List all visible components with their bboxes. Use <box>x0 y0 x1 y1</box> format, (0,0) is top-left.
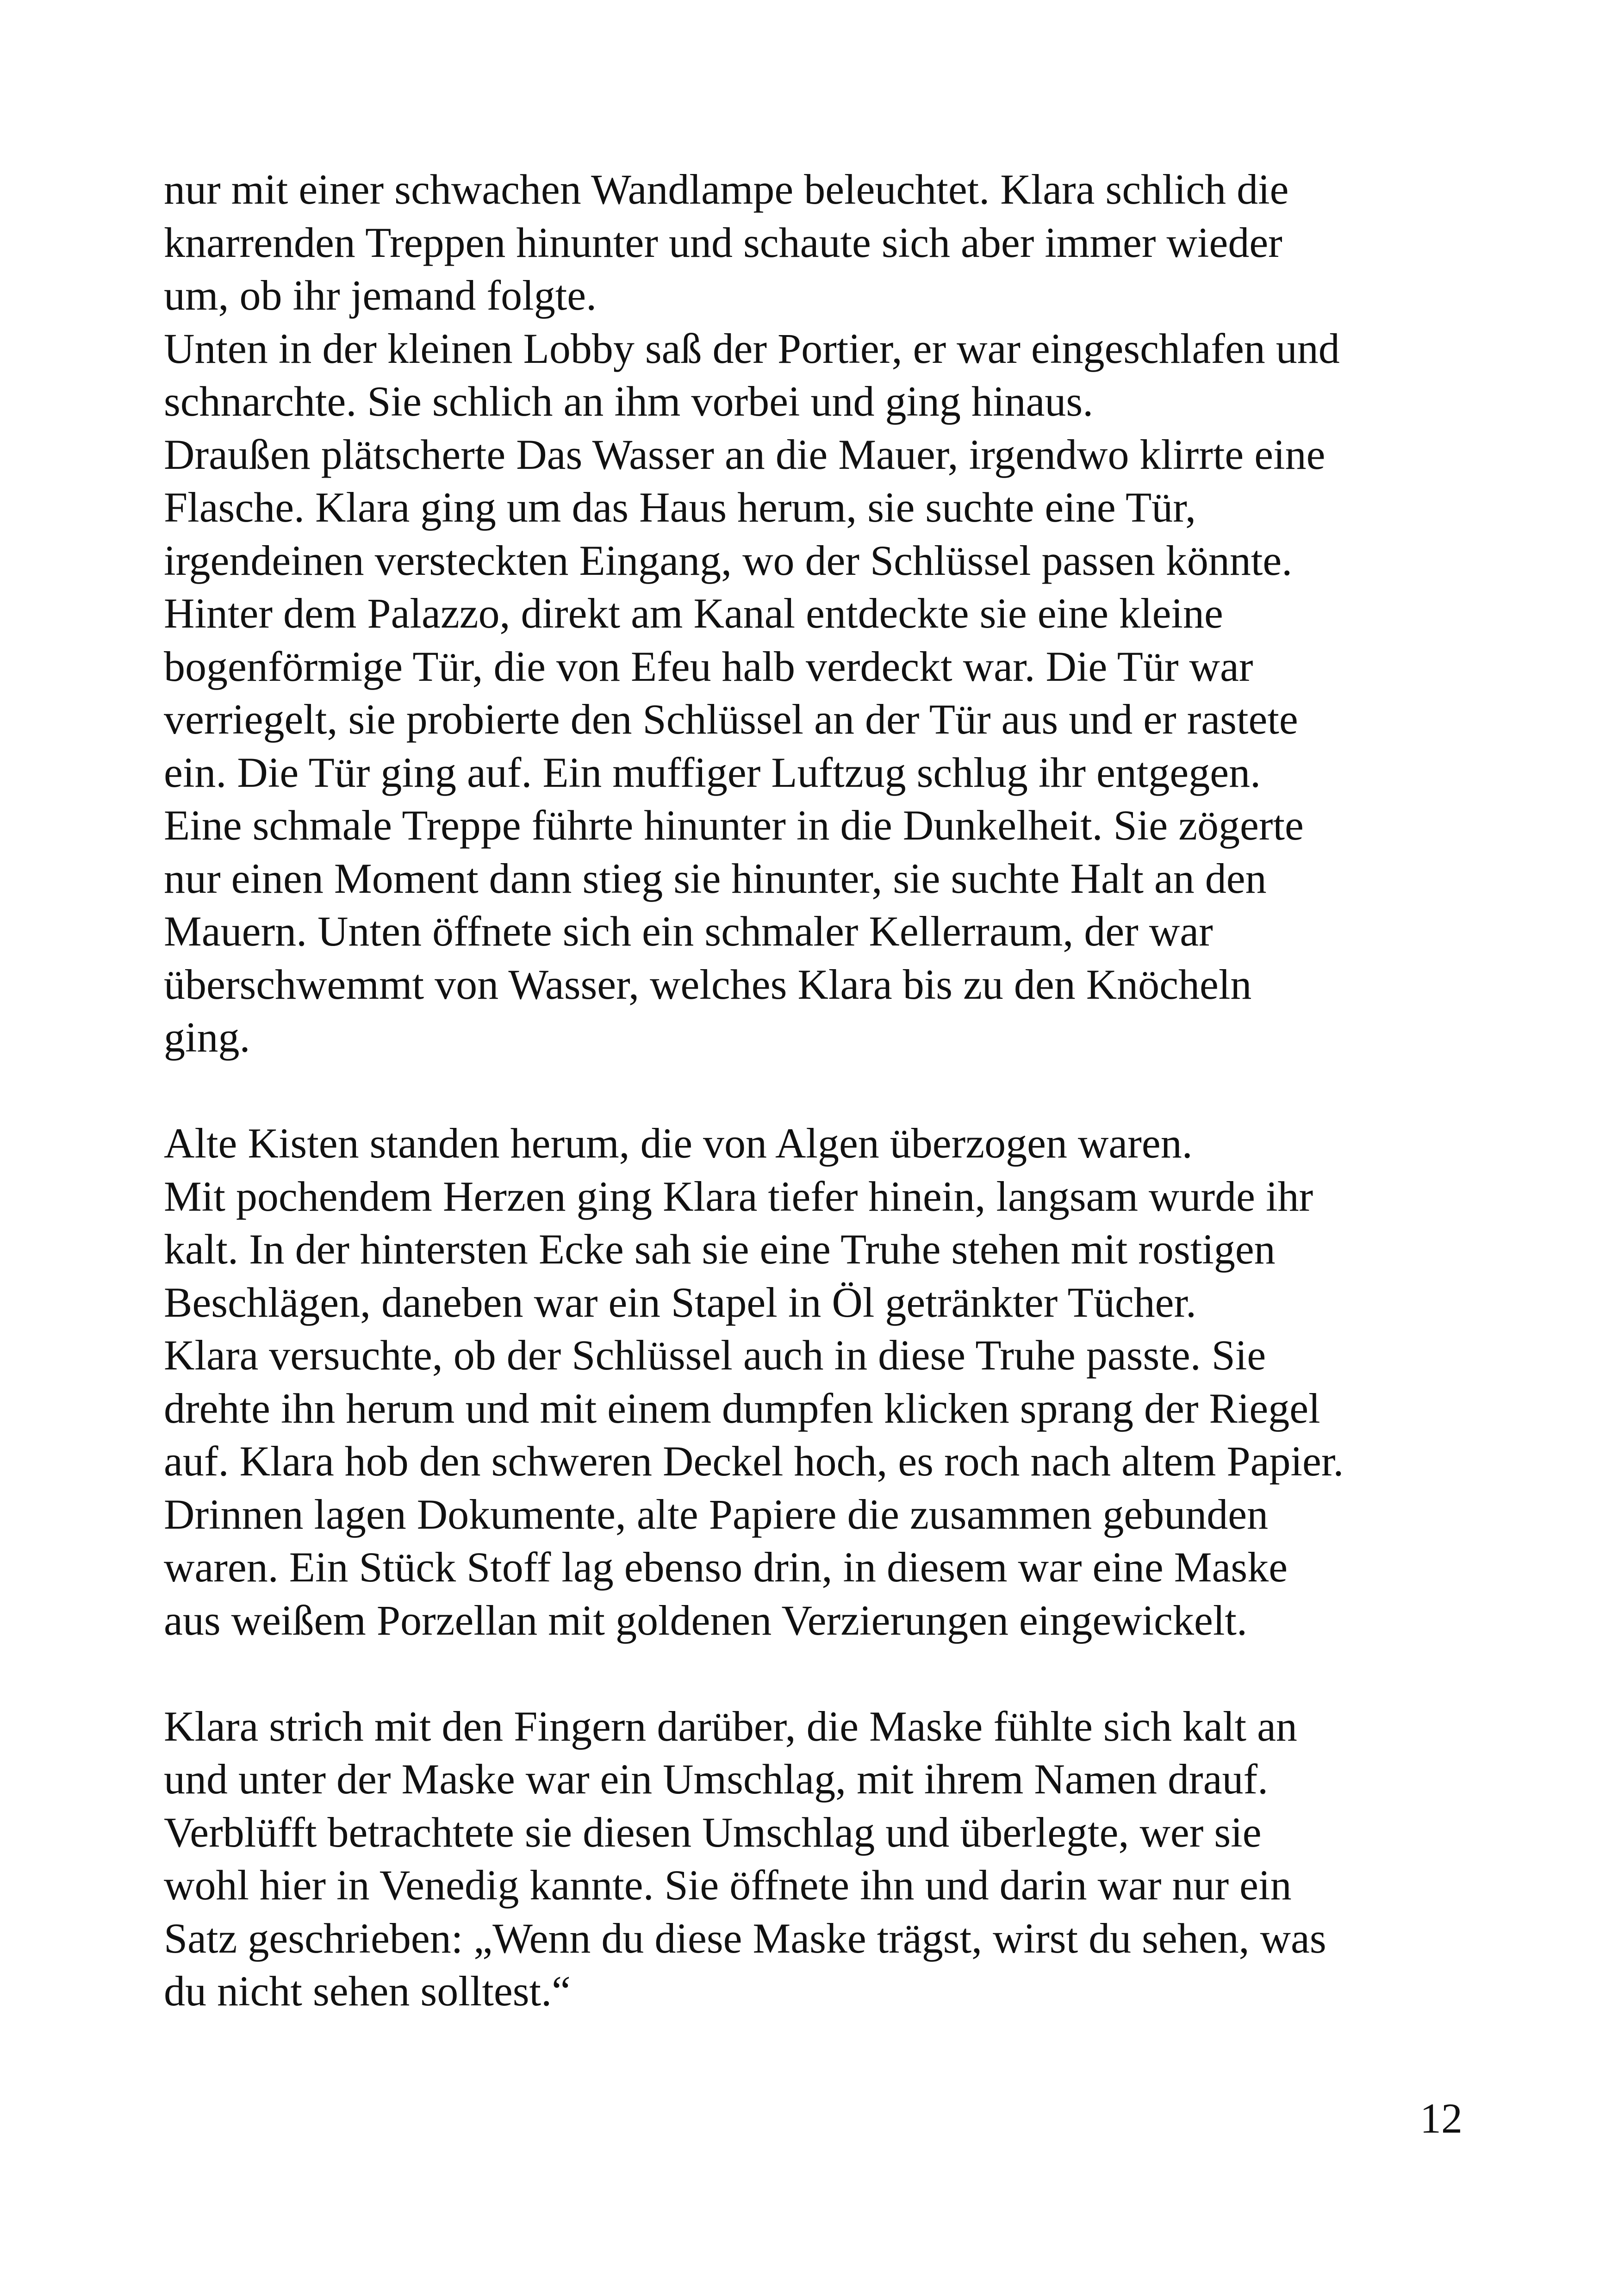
text-line: knarrenden Treppen hinunter und schaute sich aber immer wieder <box>164 218 1282 266</box>
text-line: Klara versuchte, ob der Schlüssel auch in diese Truhe passte. Sie <box>164 1332 1266 1379</box>
text-line: ging. <box>164 1014 250 1061</box>
text-line: waren. Ein Stück Stoff lag ebenso drin, in diesem war eine Maske <box>164 1543 1288 1591</box>
text-line: Satz geschrieben: „Wenn du diese Maske trägst, wirst du sehen, was <box>164 1914 1326 1962</box>
text-line: Draußen plätscherte Das Wasser an die Mauer, irgendwo klirrte eine <box>164 430 1326 478</box>
text-line: verriegelt, sie probierte den Schlüssel an der Tür aus und er rastete <box>164 696 1298 743</box>
paragraph-1 <box>164 163 1483 1064</box>
text-line: und unter der Maske war ein Umschlag, mit ihrem Namen drauf. <box>164 1755 1269 1803</box>
text-line: nur einen Moment dann stieg sie hinunter, sie suchte Halt an den <box>164 854 1267 902</box>
text-line: Hinter dem Palazzo, direkt am Kanal entdeckte sie eine kleine <box>164 590 1223 637</box>
paragraph-2 <box>164 1117 1483 1647</box>
text-line: Verblüfft betrachtete sie diesen Umschlag und überlegte, wer sie <box>164 1808 1262 1856</box>
text-line: Unten in der kleinen Lobby saß der Portier, er war eingeschlafen und <box>164 324 1340 372</box>
text-line: Eine schmale Treppe führte hinunter in die Dunkelheit. Sie zögerte <box>164 802 1304 849</box>
text-line: Beschlägen, daneben war ein Stapel in Öl getränkter Tücher. <box>164 1278 1197 1326</box>
text-line: auf. Klara hob den schweren Deckel hoch, es roch nach altem Papier. <box>164 1437 1344 1485</box>
text-line: ein. Die Tür ging auf. Ein muffiger Luftzug schlug ihr entgegen. <box>164 748 1261 796</box>
text-line: bogenförmige Tür, die von Efeu halb verdeckt war. Die Tür war <box>164 642 1253 690</box>
body-text <box>164 163 1483 2018</box>
paragraph-spacer <box>164 1064 1483 1117</box>
paragraph-3 <box>164 1700 1483 2018</box>
text-line: um, ob ihr jemand folgte. <box>164 272 597 319</box>
paragraph-spacer <box>164 1647 1483 1700</box>
text-line: kalt. In der hintersten Ecke sah sie eine Truhe stehen mit rostigen <box>164 1226 1276 1273</box>
text-line: schnarchte. Sie schlich an ihm vorbei und ging hinaus. <box>164 378 1094 425</box>
text-line: Flasche. Klara ging um das Haus herum, sie suchte eine Tür, <box>164 484 1196 531</box>
text-line: irgendeinen versteckten Eingang, wo der Schlüssel passen könnte. <box>164 536 1293 584</box>
text-line: aus weißem Porzellan mit goldenen Verzierungen eingewickelt. <box>164 1596 1247 1644</box>
text-line: Alte Kisten standen herum, die von Algen überzogen waren. <box>164 1120 1193 1167</box>
text-line: nur mit einer schwachen Wandlampe beleuchtet. Klara schlich die <box>164 166 1289 213</box>
text-line: Mauern. Unten öffnete sich ein schmaler Kellerraum, der war <box>164 908 1213 955</box>
text-line: drehte ihn herum und mit einem dumpfen klicken sprang der Riegel <box>164 1384 1320 1432</box>
text-line: Drinnen lagen Dokumente, alte Papiere die zusammen gebunden <box>164 1490 1269 1538</box>
text-line: du nicht sehen solltest.“ <box>164 1967 571 2015</box>
page-number: 12 <box>1420 2095 1462 2142</box>
text-line: Klara strich mit den Fingern darüber, die Maske fühlte sich kalt an <box>164 1702 1297 1750</box>
text-line: Mit pochendem Herzen ging Klara tiefer hinein, langsam wurde ihr <box>164 1172 1313 1220</box>
text-line: überschwemmt von Wasser, welches Klara bis zu den Knöcheln <box>164 960 1252 1008</box>
text-line: wohl hier in Venedig kannte. Sie öffnete ihn und darin war nur ein <box>164 1861 1292 1909</box>
